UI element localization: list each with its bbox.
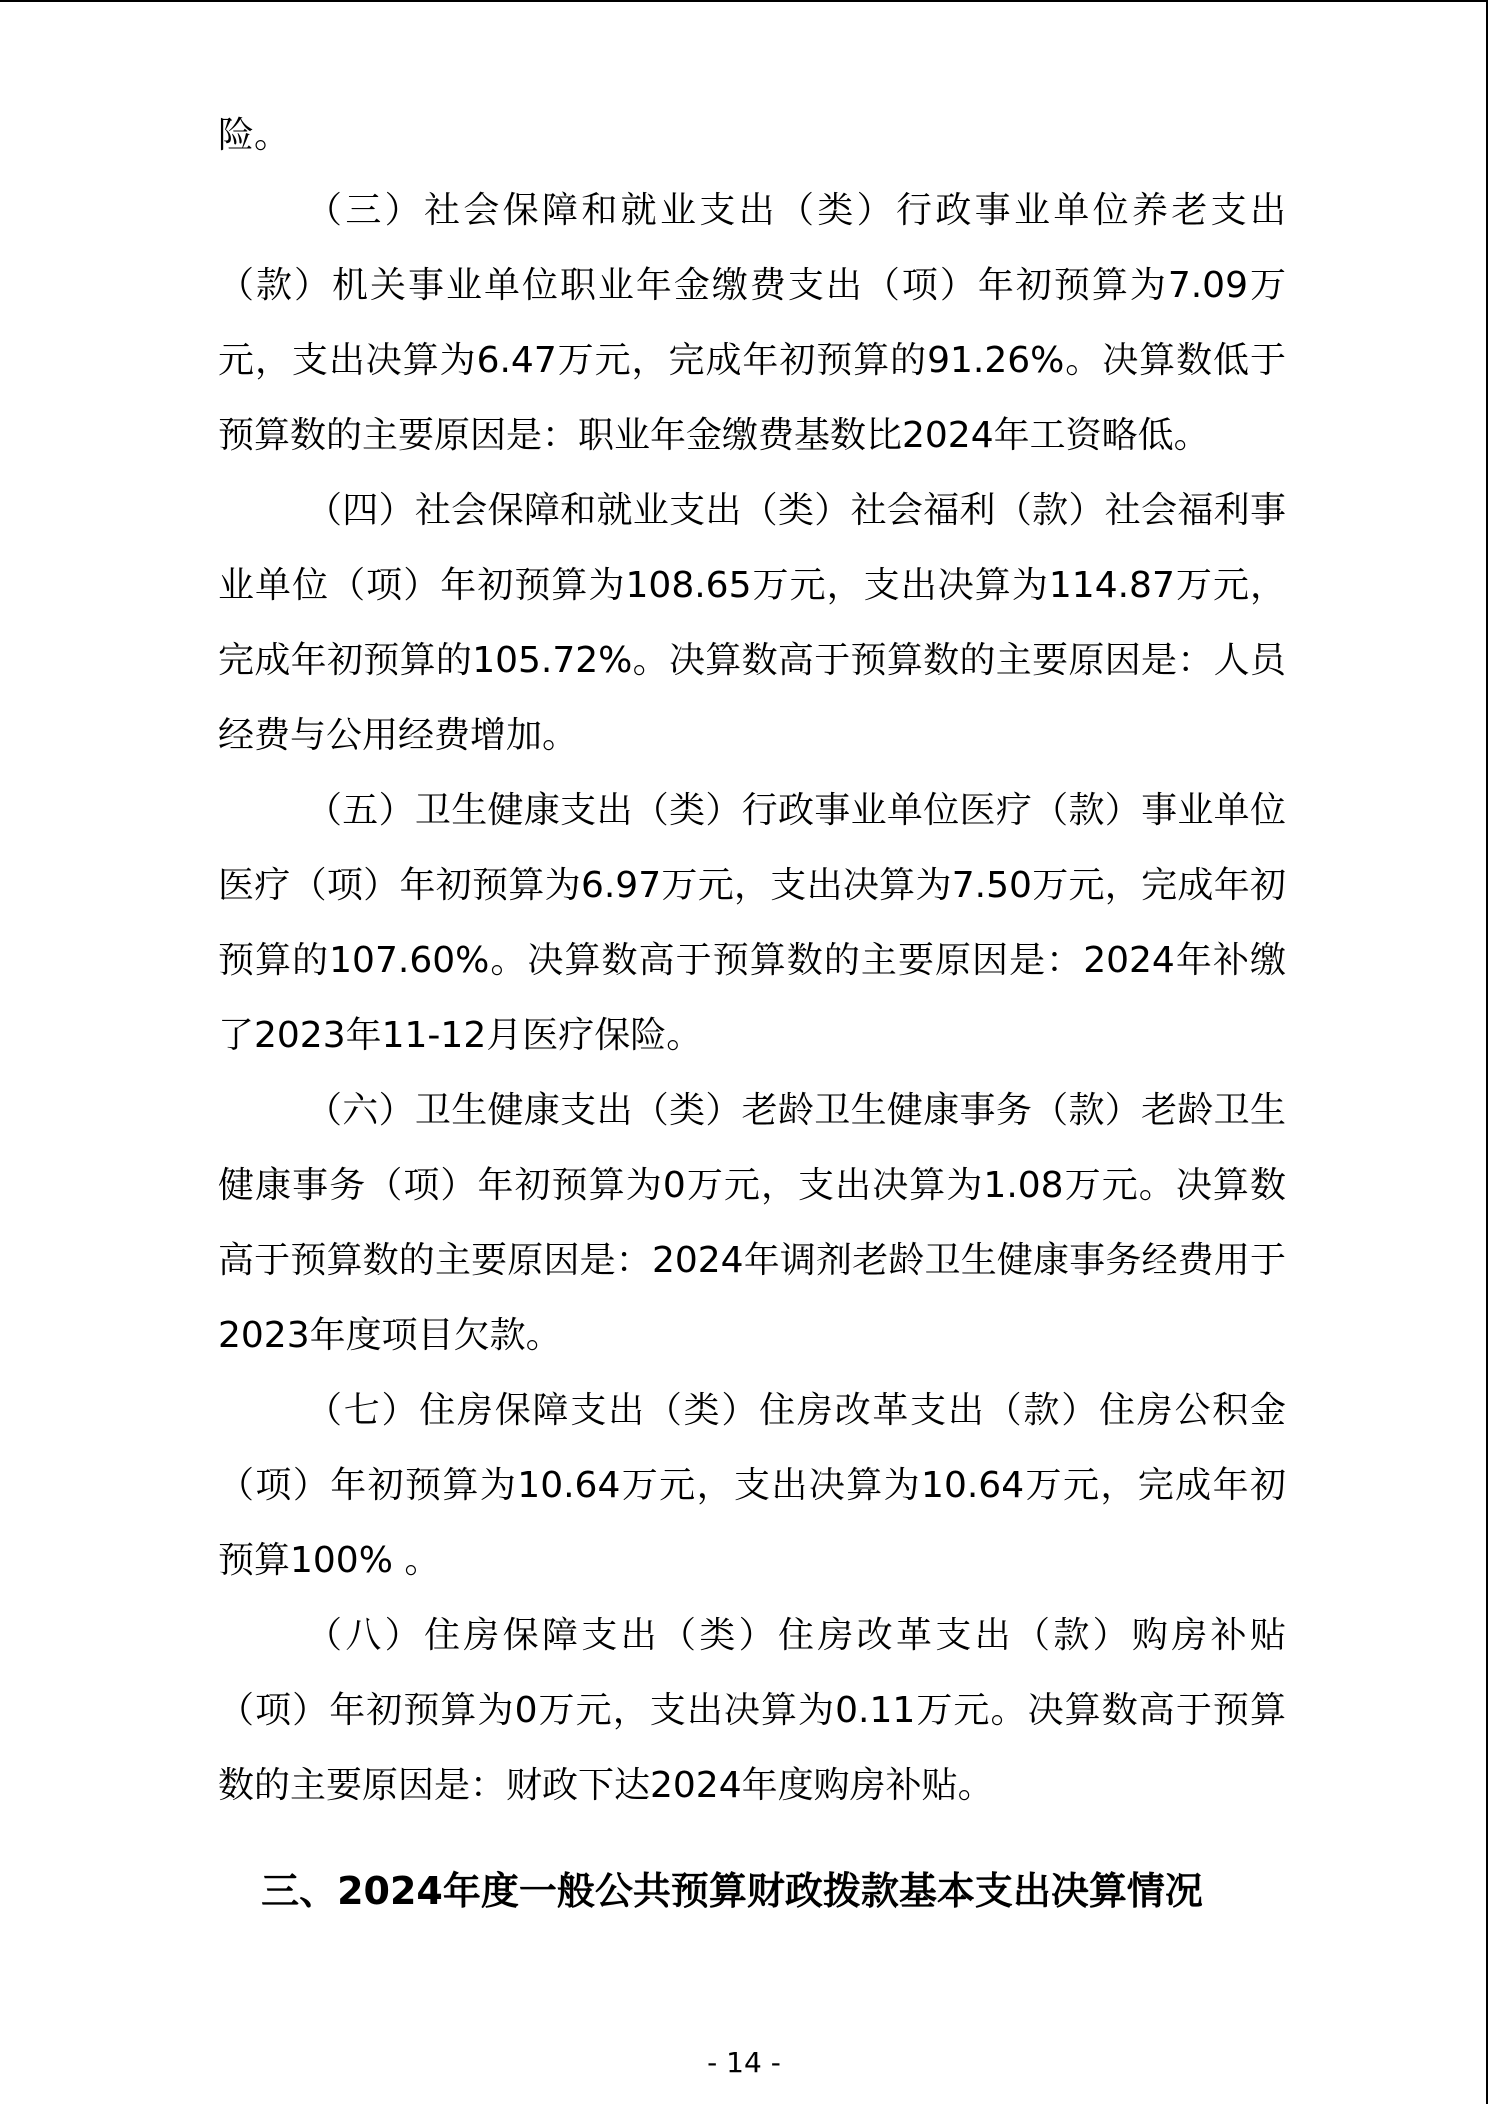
paragraph-item-3: （三）社会保障和就业支出（类）行政事业单位养老支出（款）机关事业单位职业年金缴费支出（项）年初预算为7.09万元，支出决算为6.47万元，完成年初预算的91.26%。决算数低于预算数的主要原因是：职业年金缴费基数比2024年工资略低。 <box>218 190 1286 456</box>
section-heading: 三、2024年度一般公共预算财政拨款基本支出决算情况 <box>261 1869 1203 1913</box>
page-number: - 14 - <box>707 2046 781 2079</box>
paragraph-item-6: （六）卫生健康支出（类）老龄卫生健康事务（款）老龄卫生健康事务（项）年初预算为0万元，支出决算为1.08万元。决算数高于预算数的主要原因是：2024年调剂老龄卫生健康事务经费用于2023年度项目欠款。 <box>218 1090 1286 1356</box>
paragraph-continuation: 险。 <box>218 115 291 156</box>
paragraph-item-5: （五）卫生健康支出（类）行政事业单位医疗（款）事业单位医疗（项）年初预算为6.97万元，支出决算为7.50万元，完成年初预算的107.60%。决算数高于预算数的主要原因是：2024年补缴了2023年11-12月医疗保险。 <box>218 790 1286 1056</box>
paragraph-item-7: （七）住房保障支出（类）住房改革支出（款）住房公积金（项）年初预算为10.64万元，支出决算为10.64万元，完成年初预算100% 。 <box>218 1390 1286 1581</box>
paragraph-item-4: （四）社会保障和就业支出（类）社会福利（款）社会福利事业单位（项）年初预算为108.65万元，支出决算为114.87万元，完成年初预算的105.72%。决算数高于预算数的主要原因是：人员经费与公用经费增加。 <box>218 490 1286 756</box>
paragraph-item-8: （八）住房保障支出（类）住房改革支出（款）购房补贴（项）年初预算为0万元，支出决算为0.11万元。决算数高于预算数的主要原因是：财政下达2024年度购房补贴。 <box>218 1615 1286 1806</box>
document-body <box>218 98 1286 1823</box>
